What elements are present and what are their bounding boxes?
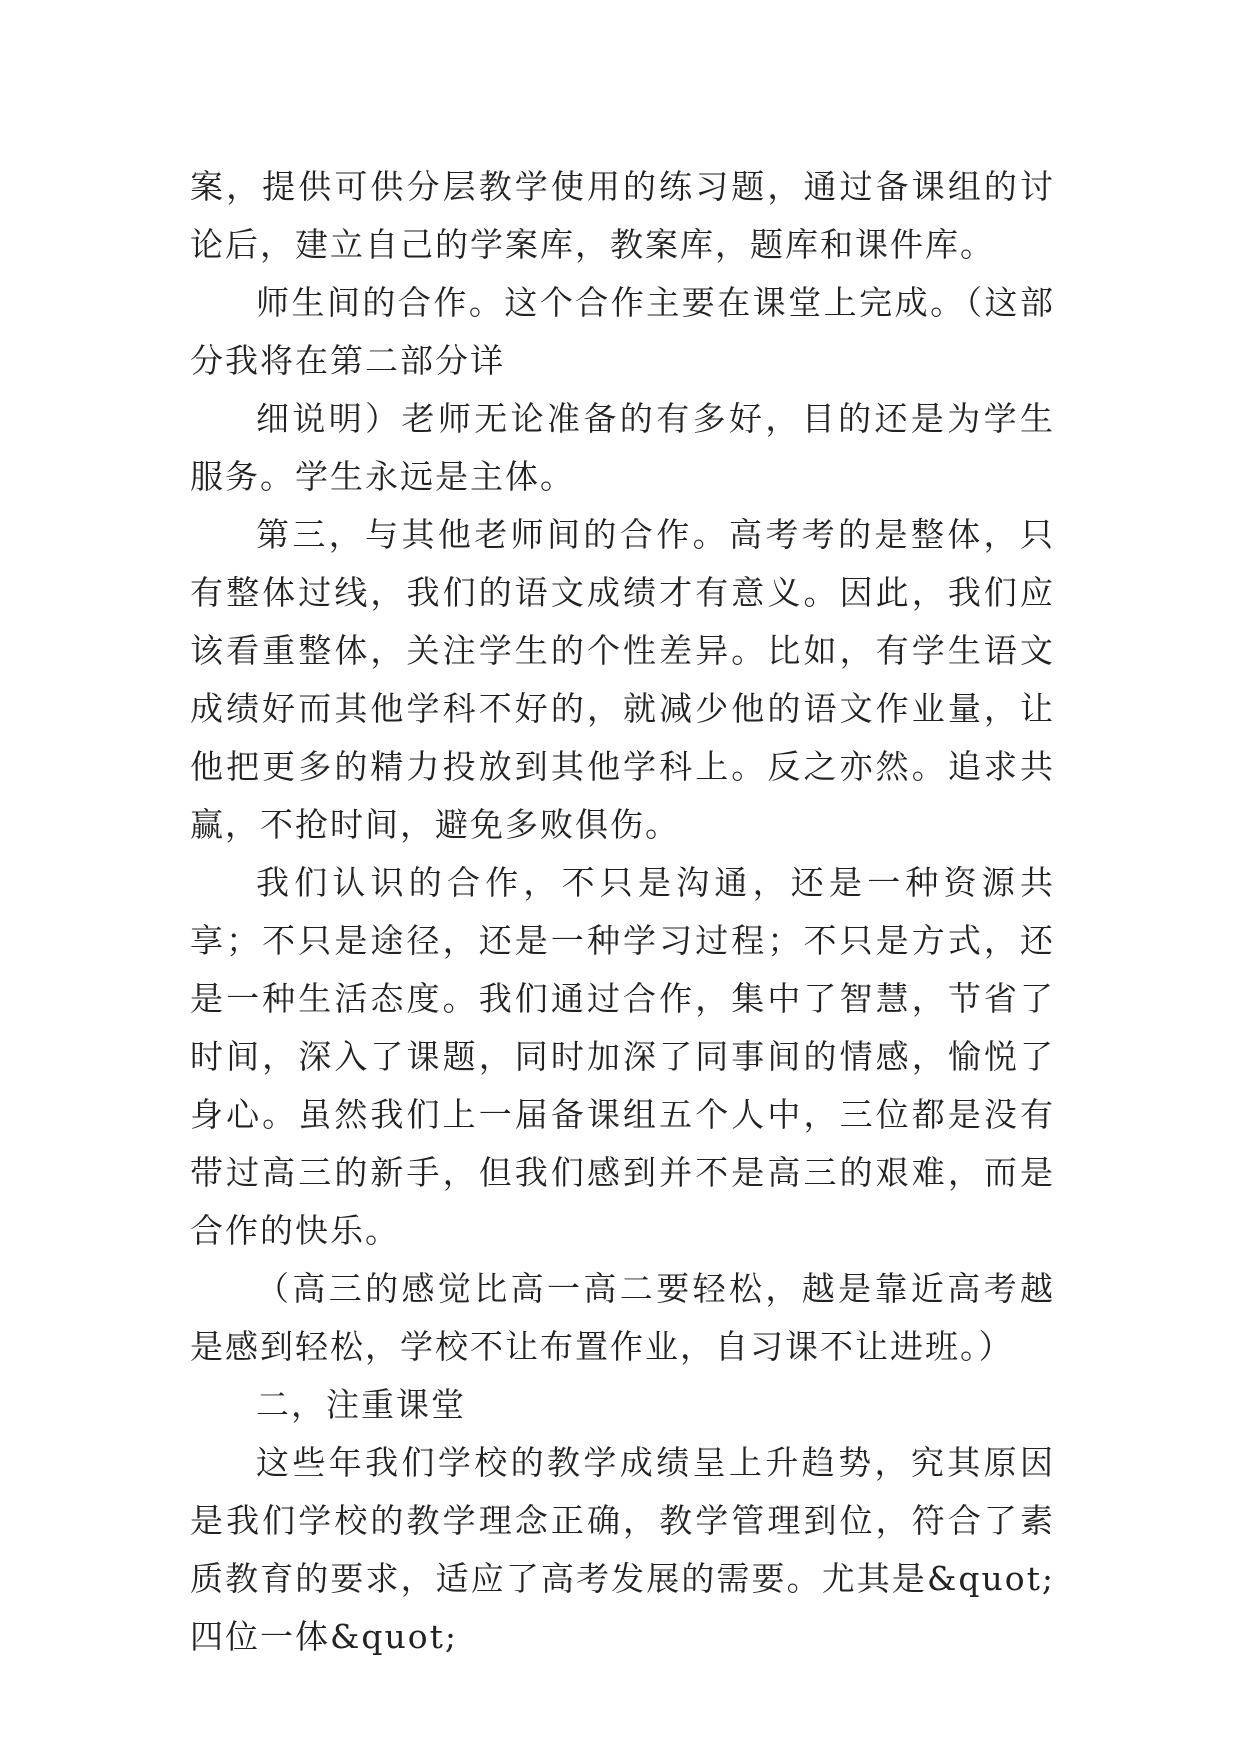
paragraph-3: 细说明）老师无论准备的有多好，目的还是为学生服务。学生永远是主体。 [190, 399, 1055, 496]
paragraph-6: （高三的感觉比高一高二要轻松，越是靠近高考越是感到轻松，学校不让布置作业，自习课不让进班。） [190, 1269, 1055, 1366]
section-heading: 二，注重课堂 [256, 1385, 466, 1424]
paragraph-4: 第三，与其他老师间的合作。高考考的是整体，只有整体过线，我们的语文成绩才有意义。因此，我们应该看重整体，关注学生的个性差异。比如，有学生语文成绩好而其他学科不好的，就减少他的语文作业量，让他把更多的精力投放到其他学科上。反之亦然。追求共赢，不抢时间，避免多败俱伤。 [190, 515, 1055, 844]
document-body [190, 158, 1055, 1666]
paragraph-2: 师生间的合作。这个合作主要在课堂上完成。（这部分我将在第二部分详 [190, 283, 1055, 380]
paragraph-7: 这些年我们学校的教学成绩呈上升趋势，究其原因是我们学校的教学理念正确，教学管理到位，符合了素质教育的要求，适应了高考发展的需要。尤其是&quot;四位一体&quot; [190, 1443, 1055, 1656]
paragraph-1: 案，提供可供分层教学使用的练习题，通过备课组的讨论后，建立自己的学案库，教案库，题库和课件库。 [190, 167, 1055, 264]
paragraph-5: 我们认识的合作，不只是沟通，还是一种资源共享；不只是途径，还是一种学习过程；不只是方式，还是一种生活态度。我们通过合作，集中了智慧，节省了时间，深入了课题，同时加深了同事间的情感，愉悦了身心。虽然我们上一届备课组五个人中，三位都是没有带过高三的新手，但我们感到并不是高三的艰难，而是合作的快乐。 [190, 863, 1055, 1250]
